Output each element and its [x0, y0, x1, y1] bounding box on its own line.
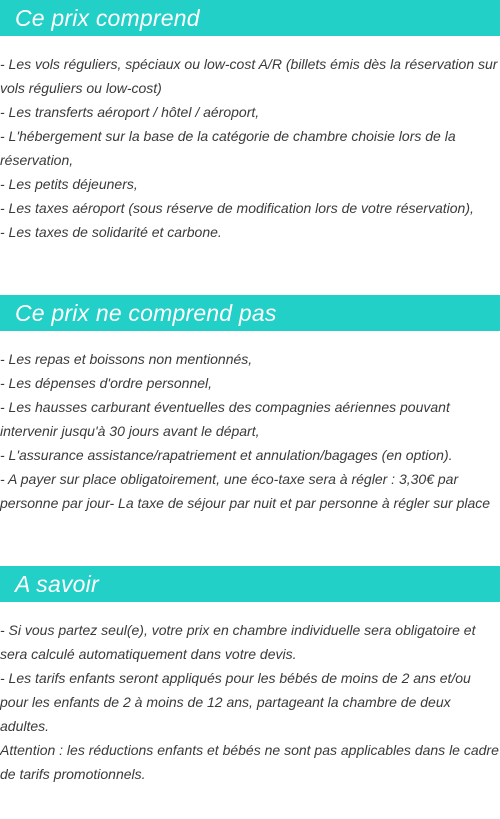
list-item: - Les hausses carburant éventuelles des compagnies aériennes pouvant intervenir jusqu'à 30 jours avant le départ, [0, 399, 450, 439]
list-item: - Les dépenses d'ordre personnel, [0, 375, 213, 391]
list-item: - Les repas et boissons non mentionnés, [0, 351, 253, 367]
list-item: - Les taxes aéroport (sous réserve de modification lors de votre réservation), [0, 200, 474, 216]
section-title: A savoir [15, 570, 99, 597]
list-item: - Les taxes de solidarité et carbone. [0, 224, 222, 240]
section-not-included [0, 295, 500, 515]
section-body [0, 36, 500, 244]
list-item: - Si vous partez seul(e), votre prix en chambre individuelle sera obligatoire et sera calculé automatiquement dans votre devis. [0, 622, 476, 662]
section-good-to-know [0, 566, 500, 786]
list-item: - Les petits déjeuners, [0, 176, 138, 192]
list-item: - Les transferts aéroport / hôtel / aéroport, [0, 104, 260, 120]
section-body [0, 331, 500, 515]
list-item: - Les vols réguliers, spéciaux ou low-cost A/R (billets émis dès la réservation sur vols réguliers ou low-cost) [0, 56, 498, 96]
section-included [0, 0, 500, 244]
section-title: Ce prix comprend [15, 4, 200, 31]
list-item: - L'assurance assistance/rapatriement et annulation/bagages (en option). [0, 447, 453, 463]
list-item: Attention : les réductions enfants et bébés ne sont pas applicables dans le cadre de tarifs promotionnels. [0, 742, 499, 782]
list-item: - A payer sur place obligatoirement, une éco-taxe sera à régler : 3,30€ par personne par jour- La taxe de séjour par nuit et par personne à régler sur place [0, 471, 491, 511]
section-header [0, 0, 500, 36]
list-item: - Les tarifs enfants seront appliqués pour les bébés de moins de 2 ans et/ou pour les enfants de 2 à moins de 12 ans, partageant la chambre de deux adultes. [0, 670, 471, 734]
list-item: - L'hébergement sur la base de la catégorie de chambre choisie lors de la réservation, [0, 128, 456, 168]
section-title: Ce prix ne comprend pas [15, 299, 277, 326]
section-header [0, 295, 500, 331]
section-body [0, 602, 500, 786]
section-header [0, 566, 500, 602]
